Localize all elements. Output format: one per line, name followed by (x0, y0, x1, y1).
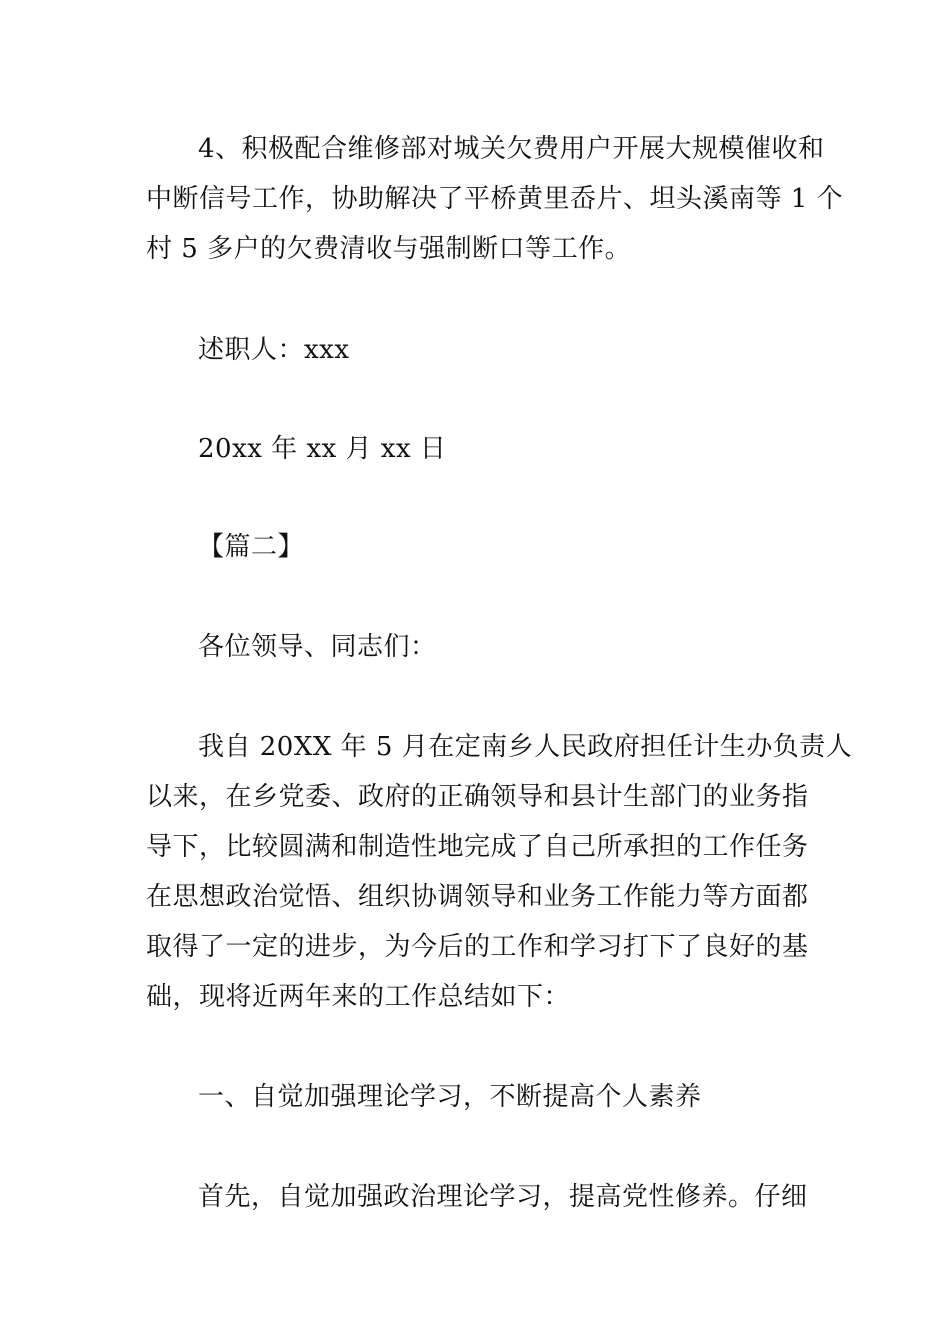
paragraph-first-line-1: 首先，自觉加强政治理论学习，提高党性修养。仔细 (198, 1182, 808, 1212)
intro-line-6: 础，现将近两年来的工作总结如下： (146, 982, 571, 1012)
intro-line-1: 我自 20XX 年 5 月在定南乡人民政府担任计生办负责人 (198, 732, 853, 762)
section-1-heading: 一、自觉加强理论学习，不断提高个人素养 (198, 1082, 702, 1112)
paragraph-4-line-2: 中断信号工作，协助解决了平桥黄里岙片、坦头溪南等 1 个 (146, 184, 844, 214)
section-heading: 【篇二】 (198, 532, 305, 562)
intro-line-5: 取得了一定的进步，为今后的工作和学习打下了良好的基 (146, 932, 809, 962)
intro-line-3: 导下，比较圆满和制造性地完成了自己所承担的工作任务 (146, 832, 809, 862)
paragraph-4-line-1: 4、积极配合维修部对城关欠费用户开展大规模催收和 (198, 134, 825, 164)
intro-line-2: 以来，在乡党委、政府的正确领导和县计生部门的业务指 (146, 782, 809, 812)
date-line: 20xx 年 xx 月 xx 日 (198, 434, 447, 464)
salutation: 各位领导、同志们： (198, 632, 437, 662)
intro-line-4: 在思想政治觉悟、组织协调领导和业务工作能力等方面都 (146, 882, 809, 912)
signature-line: 述职人：xxx (198, 335, 350, 365)
paragraph-4-line-3: 村 5 多户的欠费清收与强制断口等工作。 (146, 234, 632, 264)
